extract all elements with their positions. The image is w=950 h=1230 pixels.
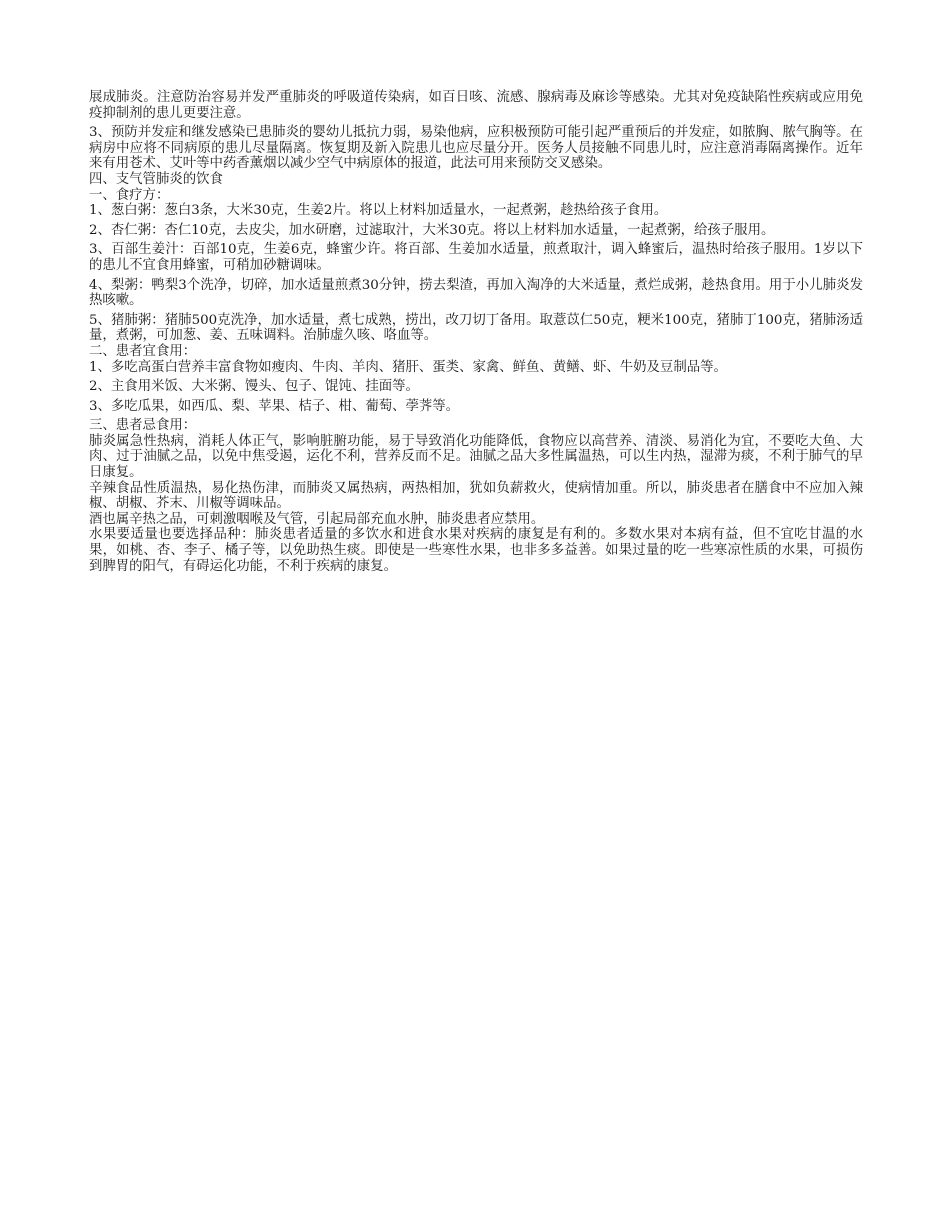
recipe-scallion-porridge: 1、葱白粥：葱白3条，大米30克，生姜2片。将以上材料加适量水，一起煮粥，趁热给孩子食用。	[89, 203, 668, 219]
recommended-protein-foods: 1、多吃高蛋白营养丰富食物如瘦肉、牛肉、羊肉、猪肝、蛋类、家禽、鲜鱼、黄鳝、虾、牛奶及豆制品等。	[89, 359, 727, 375]
subheading-foods-to-avoid: 三、患者忌食用：	[89, 418, 197, 434]
recipe-pig-lung-porridge: 5、猪肺粥：猪肺500克洗净，加水适量，煮七成熟，捞出，改刀切丁备用。取薏苡仁50克，粳米100克，猪肺丁100克，猪肺汤适量，煮粥，可加葱、姜、五味调料。治肺虚久咳、咯血等。	[89, 312, 863, 344]
paragraph-complication-prevention: 3、预防并发症和继发感染已患肺炎的婴幼儿抵抗力弱，易染他病，应积极预防可能引起严重预后的并发症，如脓胸、脓气胸等。在病房中应将不同病原的患儿尽量隔离。恢复期及新入院患儿也应尽量分开。医务人员接触不同患儿时，应注意消毒隔离操作。近年来有用苍术、艾叶等中药香薰烟以减少空气中病原体的报道，此法可用来预防交叉感染。	[89, 125, 863, 172]
recipe-almond-porridge: 2、杏仁粥：杏仁10克，去皮尖，加水研磨，过滤取汁，大米30克。将以上材料加水适量，一起煮粥，给孩子服用。	[89, 222, 775, 238]
avoid-alcohol: 酒也属辛热之品，可刺激咽喉及气管，引起局部充血水肿，肺炎患者应禁用。	[89, 511, 545, 527]
recommended-staple-foods: 2、主食用米饭、大米粥、馒头、包子、馄饨、挂面等。	[89, 379, 419, 395]
subheading-diet-therapy: 一、食疗方：	[89, 187, 170, 203]
section-heading-diet: 四、支气管肺炎的饮食	[89, 171, 223, 187]
subheading-recommended-foods: 二、患者宜食用：	[89, 343, 197, 359]
recipe-baibu-ginger-juice: 3、百部生姜汁：百部10克，生姜6克，蜂蜜少许。将百部、生姜加水适量，煎煮取汁，调入蜂蜜后，温热时给孩子服用。1岁以下的患儿不宜食用蜂蜜，可稍加砂糖调味。	[89, 242, 863, 273]
fruit-selection-advice: 水果要适量也要选择品种：肺炎患者适量的多饮水和进食水果对疾病的康复是有利的。多数水果对本病有益，但不宜吃甘温的水果，如桃、杏、李子、橘子等，以免助热生痰。即使是一些寒性水果，也非多多益善。如果过量的吃一些寒凉性质的水果，可损伤到脾胃的阳气，有碍运化功能，不利于疾病的康复。	[89, 527, 863, 574]
document-page	[89, 90, 863, 574]
paragraph-pneumonia-prevention-continued: 展成肺炎。注意防治容易并发严重肺炎的呼吸道传染病，如百日咳、流感、腺病毒及麻诊等感染。尤其对免疫缺陷性疾病或应用免疫抑制剂的患儿更要注意。	[89, 90, 863, 121]
avoid-spicy-foods: 辛辣食品性质温热，易化热伤津，而肺炎又属热病，两热相加，犹如负薪救火，使病情加重。所以，肺炎患者在膳食中不应加入辣椒、胡椒、芥末、川椒等调味品。	[89, 480, 863, 512]
recipe-pear-porridge: 4、梨粥：鸭梨3个洗净，切碎，加水适量煎煮30分钟，捞去梨渣，再加入淘净的大米适量，煮烂成粥，趁热食用。用于小儿肺炎发热咳嗽。	[89, 277, 863, 309]
recommended-fruits: 3、多吃瓜果，如西瓜、梨、苹果、桔子、柑、葡萄、荸荠等。	[89, 398, 460, 414]
avoid-greasy-foods: 肺炎属急性热病，消耗人体正气，影响脏腑功能，易于导致消化功能降低，食物应以高营养、清淡、易消化为宜，不要吃大鱼、大肉、过于油腻之品，以免中焦受遏，运化不利，营养反而不足。油腻之品大多性属温热，可以生内热，湿滞为痰，不利于肺气的早日康复。	[89, 433, 863, 481]
